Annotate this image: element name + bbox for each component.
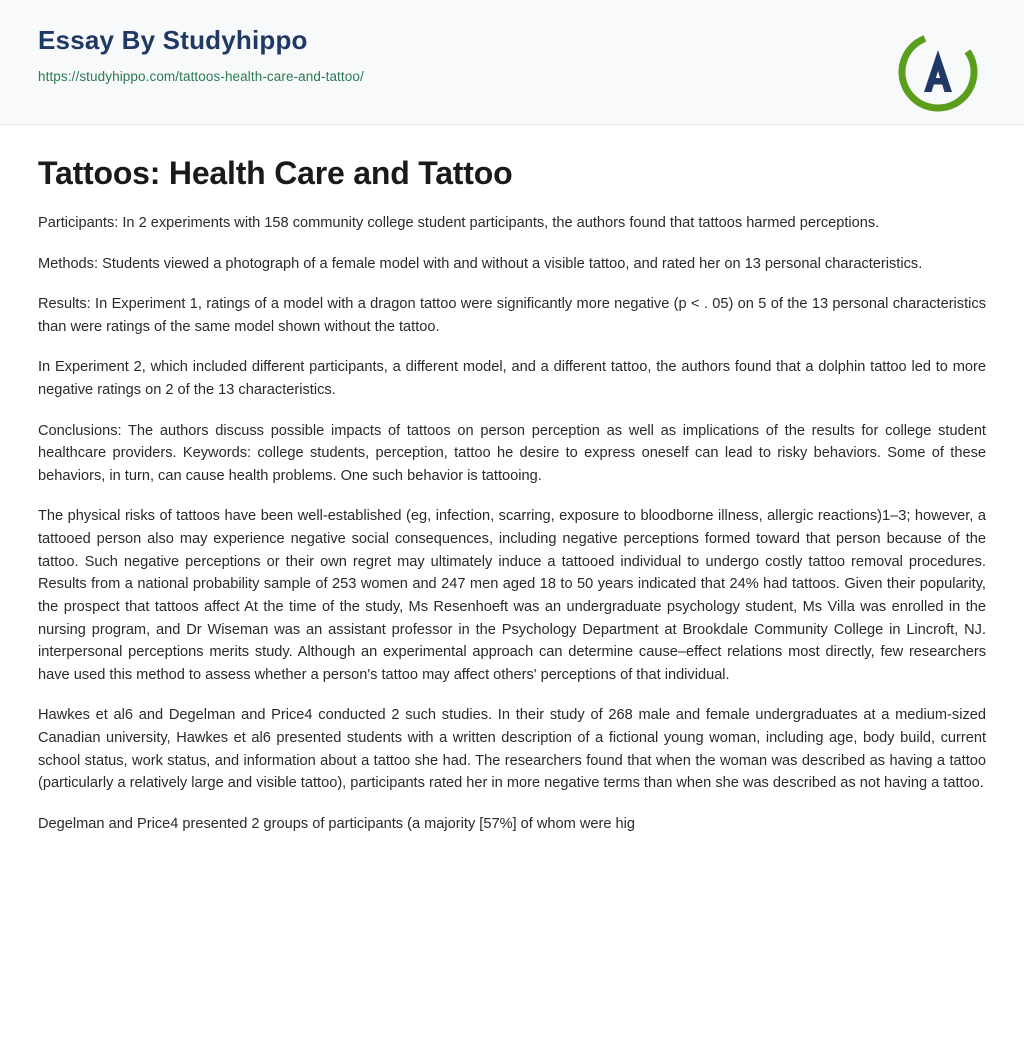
source-url-link[interactable]: https://studyhippo.com/tattoos-health-care-and-tattoo/: [38, 68, 364, 84]
paragraph-methods: Methods: Students viewed a photograph of a female model with and without a visible tattoo, and rated her on 13 personal characteristics.: [38, 255, 923, 272]
site-header: [0, 0, 1024, 125]
paragraph-results: Results: In Experiment 1, ratings of a model with a dragon tattoo were significantly more negative (p < . 05) on 5 of the 13 personal characteristics than were ratings of the same model shown without the tattoo.: [38, 296, 986, 335]
document-content: [0, 125, 1024, 859]
page-title: Tattoos: Health Care and Tattoo: [38, 155, 513, 191]
paragraph-degelman-study: Degelman and Price4 presented 2 groups of participants (a majority [57%] of whom were hig: [38, 815, 636, 832]
paragraph-participants: Participants: In 2 experiments with 158 community college student participants, the authors found that tattoos harmed perceptions.: [38, 215, 880, 231]
paragraph-experiment-2: In Experiment 2, which included different participants, a different model, and a different tattoo, the authors found that a dolphin tattoo led to more negative ratings on 2 of the 13 characteristics.: [38, 359, 986, 399]
paragraph-physical-risks: The physical risks of tattoos have been well-established (eg, infection, scarring, exposure to bloodborne illness, allergic reactions)1–3; however, a tattooed person also may experience negative social consequences, including negative perceptions formed toward that person because of the tattoo. Such negative perceptions or their own regret may ultimately induce a tattooed individual to undergo costly tattoo removal procedures. Results from a national probability sample of 253 women and 247 men aged 18 to 50 years indicated that 24% had tattoos. Given their popularity, the prospect that tattoos affect At the time of the study, Ms Resenhoeft was an undergraduate psychology student, Ms Villa was enrolled in the nursing program, and Dr Wiseman was an assistant professor in the Psychology Department at Brookdale Community College in Lincroft, NJ. interpersonal perceptions merits study. Although an experimental approach can determine cause–effect relations most directly, few researchers have used this method to assess whether a person's tattoo may affect others' perceptions of that individual.: [38, 508, 986, 683]
paragraph-hawkes-study: Hawkes et al6 and Degelman and Price4 conducted 2 such studies. In their study of 268 male and female undergraduates at a medium-sized Canadian university, Hawkes et al6 presented students with a written description of a fictional young woman, including age, body build, current school status, work status, and information about a tattoo she had. The researchers found that when the woman was described as having a tattoo (particularly a relatively large and visible tattoo), participants rated her in more negative terms than when she was described as not having a tattoo.: [38, 707, 986, 792]
brand-block: [38, 26, 364, 84]
paragraph-conclusions: Conclusions: The authors discuss possible impacts of tattoos on person perception as well as implications of the results for college student healthcare providers. Keywords: college students, perception, tattoo he desire to express oneself can lead to risky behaviors. Some of these behaviors, in turn, can cause health problems. One such behavior is tattooing.: [38, 422, 986, 484]
studyhippo-a-logo: [896, 30, 980, 119]
site-brand-title: Essay By Studyhippo: [38, 25, 308, 55]
